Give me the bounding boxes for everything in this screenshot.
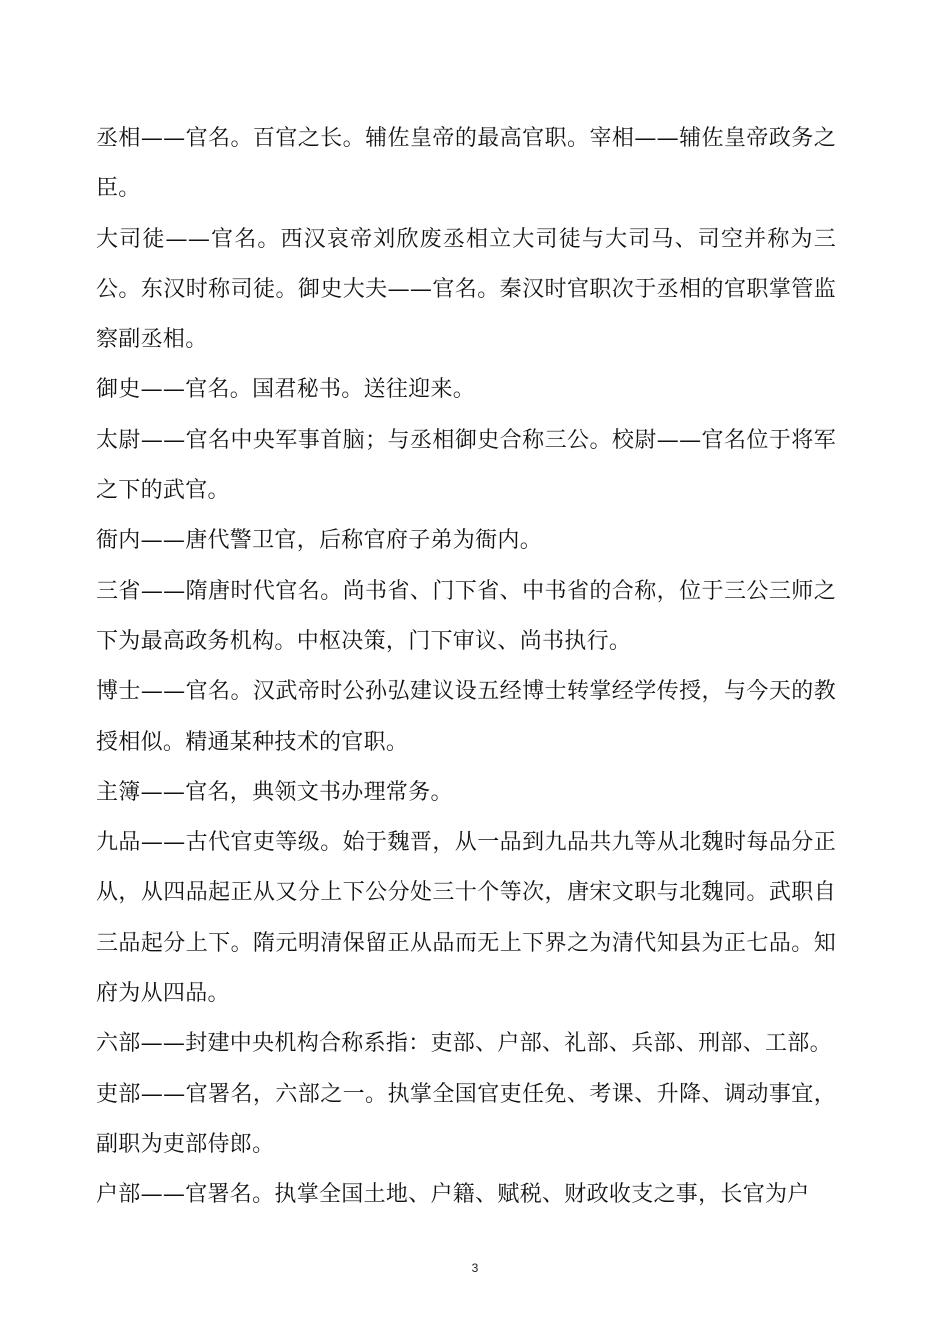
paragraph-jiupin: 九品——古代官吏等级。始于魏晋，从一品到九品共九等从北魏时每品分正从，从四品起正从又分上下公分处三十个等次，唐宋文职与北魏同。武职自三品起分上下。隋元明清保留正从品而无上下界之为清代知县为正七品。知府为从四品。 [96, 830, 836, 1007]
paragraph-yanei: 衙内——唐代警卫官，后称官府子弟为衙内。 [96, 528, 543, 554]
document-body [96, 114, 836, 1221]
paragraph-liubu: 六部——封建中央机构合称系指：吏部、户部、礼部、兵部、刑部、工部。 [96, 1031, 832, 1057]
page-number: 3 [471, 1261, 479, 1275]
paragraph-hubu: 户部——官署名。执掌全国土地、户籍、赋税、财政收支之事，长官为户 [96, 1182, 810, 1208]
paragraph-zhubu: 主簿——官名，典领文书办理常务。 [96, 779, 453, 805]
paragraph-boshi: 博士——官名。汉武帝时公孙弘建议设五经博士转掌经学传授，与今天的教授相似。精通某种技术的官职。 [96, 679, 836, 755]
paragraph-libu: 吏部——官署名，六部之一。执掌全国官吏任免、考课、升降、调动事宜，副职为吏部侍郎。 [96, 1081, 836, 1157]
paragraph-sansheng: 三省——隋唐时代官名。尚书省、门下省、中书省的合称，位于三公三师之下为最高政务机构。中枢决策，门下审议、尚书执行。 [96, 578, 836, 654]
paragraph-taiwei: 太尉——官名中央军事首脑；与丞相御史合称三公。校尉——官名位于将军之下的武官。 [96, 427, 836, 504]
paragraph-yushi: 御史——官名。国君秘书。送往迎来。 [96, 377, 476, 403]
paragraph-chengxiang: 丞相——官名。百官之长。辅佐皇帝的最高官职。宰相——辅佐皇帝政务之臣。 [96, 126, 836, 202]
paragraph-dasitu: 大司徒——官名。西汉哀帝刘欣废丞相立大司徒与大司马、司空并称为三公。东汉时称司徒。御史大夫——官名。秦汉时官职次于丞相的官职掌管监察副丞相。 [96, 226, 836, 353]
